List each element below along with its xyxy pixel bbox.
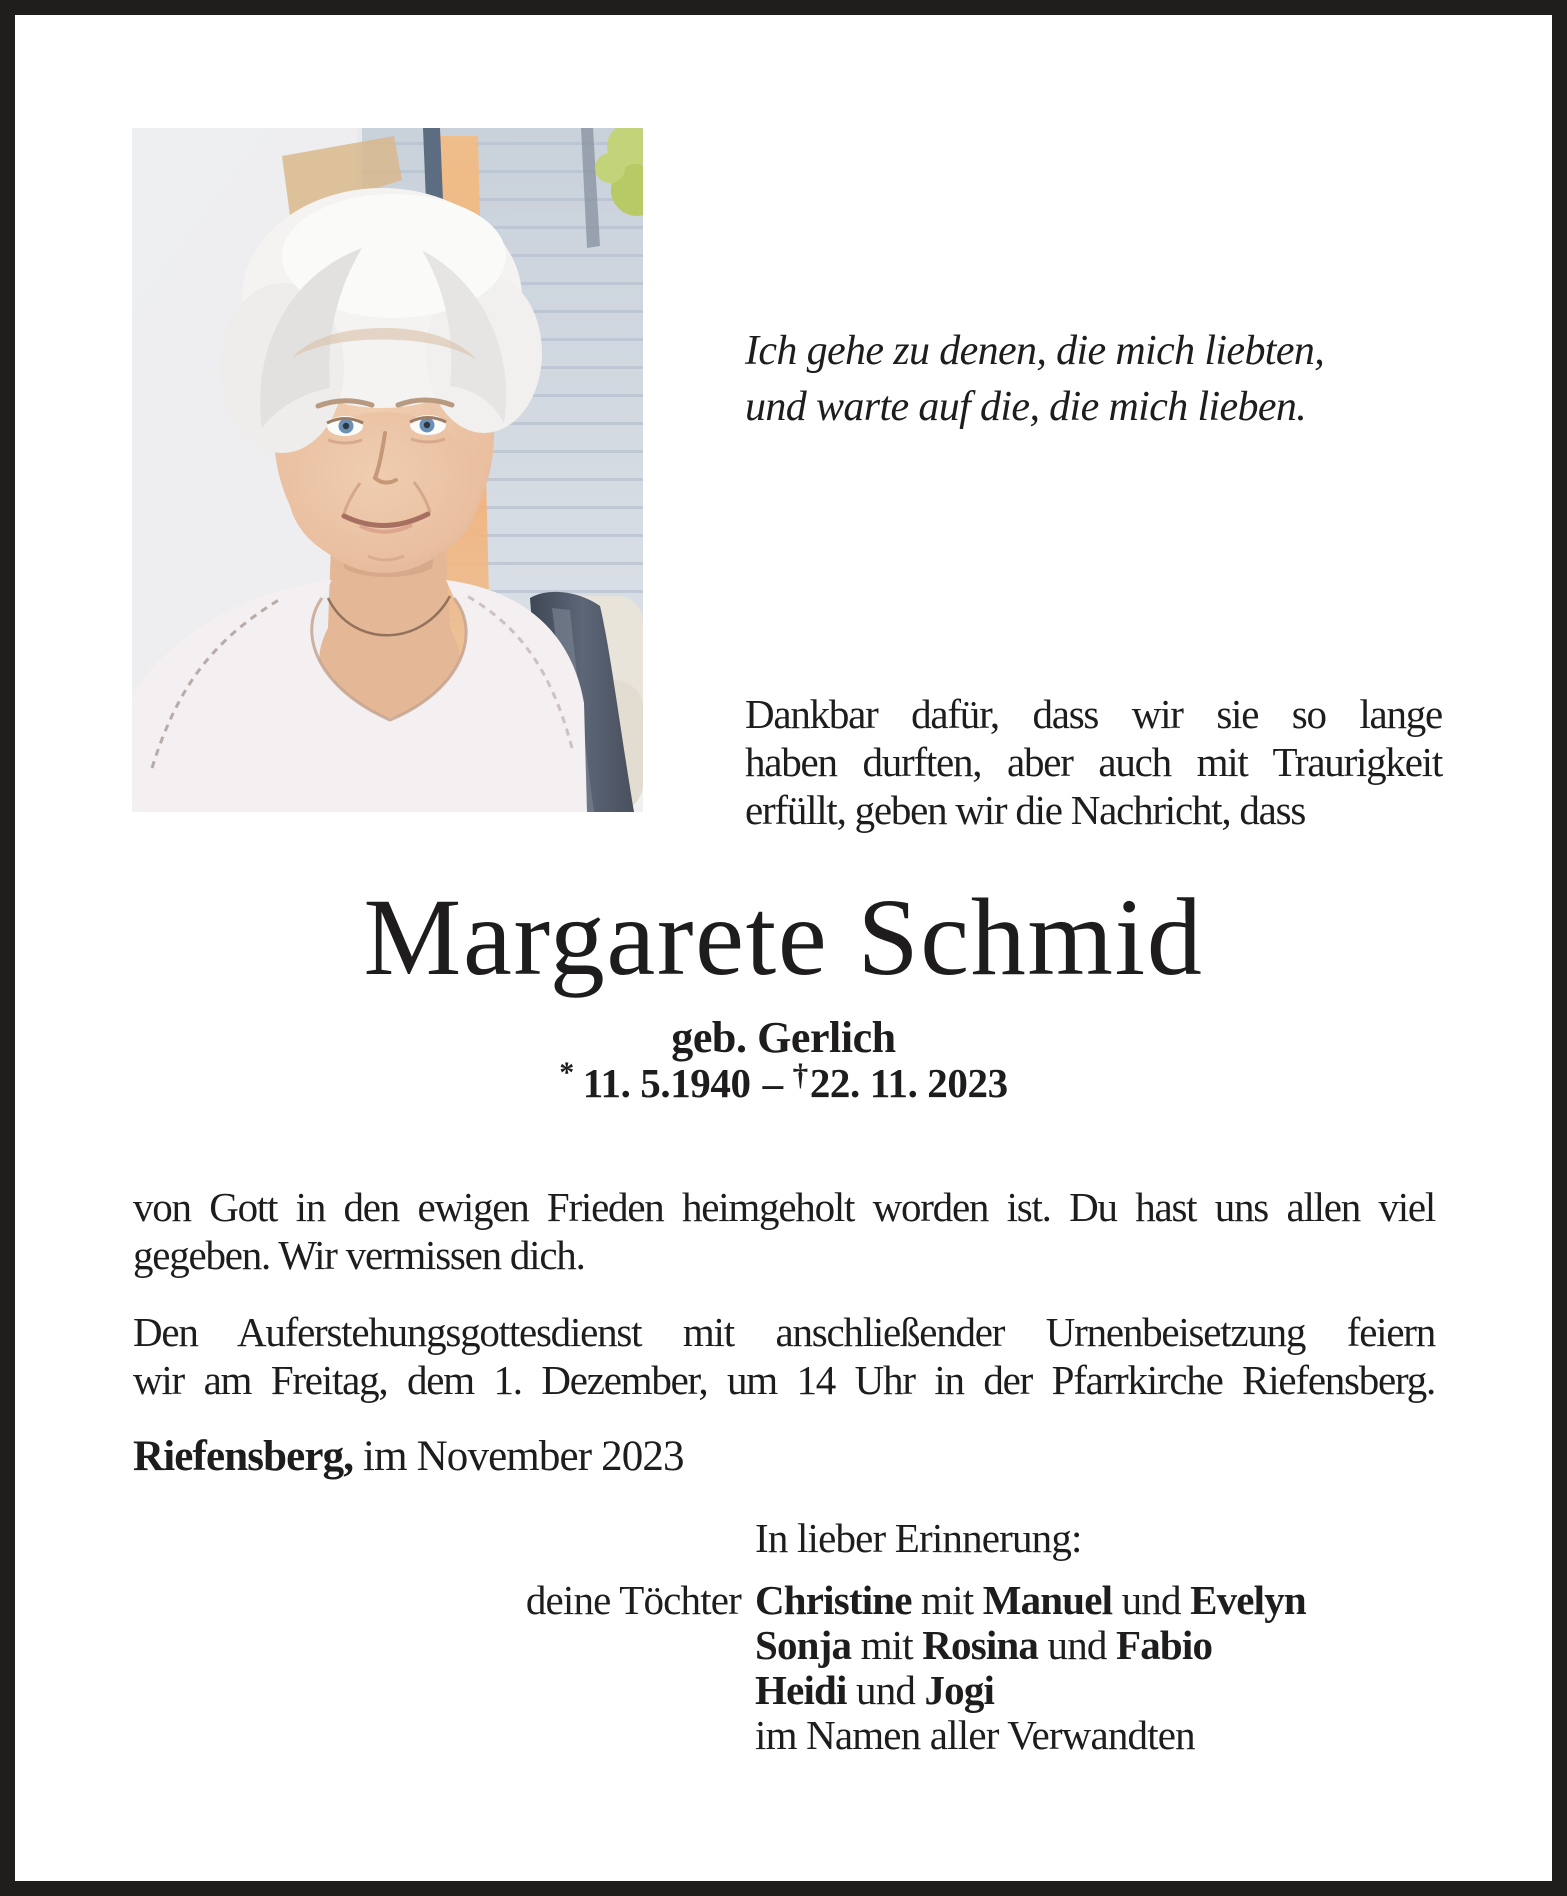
life-dates — [0, 1057, 1567, 1107]
memoriam-sep: mit — [851, 1622, 923, 1668]
memoriam-label: deine Töchter — [525, 1577, 741, 1623]
memoriam-sep: und — [1038, 1622, 1116, 1668]
intro-line-1: Dankbar dafür, dass wir sie so lange — [745, 691, 1442, 737]
death-cross-symbol: † — [792, 1057, 808, 1092]
quote-line-1: Ich gehe zu denen, die mich liebten, — [745, 328, 1325, 374]
memoriam-row-3 — [755, 1668, 1306, 1713]
daughter-name-1: Christine — [755, 1577, 912, 1623]
birth-date: 11. 5.1940 — [582, 1059, 751, 1106]
partner-name-3: Jogi — [924, 1667, 995, 1713]
body-paragraph-2 — [133, 1308, 1435, 1404]
memoriam-row-2 — [755, 1623, 1306, 1668]
intro-line-2: haben durften, aber auch mit Traurigkeit — [745, 739, 1442, 785]
partner-name-2: Rosina — [922, 1622, 1039, 1668]
deceased-name: Margarete Schmid — [363, 876, 1204, 998]
quote-line-2: und warte auf die, die mich lieben. — [745, 384, 1307, 430]
intro-paragraph — [745, 690, 1442, 834]
memoriam-sep: und — [846, 1667, 925, 1713]
body-paragraph-1 — [133, 1183, 1435, 1279]
dateline-place: Riefensberg, — [133, 1433, 354, 1480]
memoriam-closing: im Namen aller Verwandten — [755, 1712, 1195, 1758]
intro-line-3: erfüllt, geben wir die Nachricht, dass — [745, 787, 1306, 833]
birth-star-symbol: * — [559, 1057, 574, 1090]
place-dateline — [133, 1432, 684, 1481]
portrait-photo — [132, 128, 643, 812]
memoriam-block — [525, 1515, 1306, 1758]
body-p1-line-1: von Gott in den ewigen Frieden heimgeholt worden ist. Du hast uns allen viel — [133, 1184, 1435, 1230]
memoriam-sep: und — [1112, 1577, 1191, 1623]
epigraph-quote — [745, 323, 1324, 435]
body-p1-line-2: gegeben. Wir vermissen dich. — [133, 1232, 585, 1278]
grandchild-name-1: Evelyn — [1190, 1577, 1306, 1623]
memoriam-sep: mit — [911, 1577, 983, 1623]
grandchild-name-2: Fabio — [1116, 1622, 1213, 1668]
body-p2-line-1: Den Auferstehungsgottesdienst mit anschließender Urnenbeisetzung feiern — [133, 1309, 1435, 1355]
dateline-rest: im November 2023 — [353, 1433, 684, 1480]
daughter-name-3: Heidi — [755, 1667, 847, 1713]
memoriam-row-1 — [525, 1577, 1306, 1623]
maiden-name: geb. Gerlich — [671, 1013, 896, 1062]
death-date: 22. 11. 2023 — [809, 1059, 1008, 1106]
memoriam-heading: In lieber Erinnerung: — [755, 1515, 1082, 1561]
date-separator: – — [762, 1059, 783, 1106]
partner-name-1: Manuel — [982, 1577, 1113, 1623]
portrait-illustration — [132, 128, 643, 812]
daughter-name-2: Sonja — [755, 1622, 852, 1668]
body-p2-line-2: wir am Freitag, dem 1. Dezember, um 14 Uhr in der Pfarrkirche Riefensberg. — [133, 1357, 1435, 1403]
